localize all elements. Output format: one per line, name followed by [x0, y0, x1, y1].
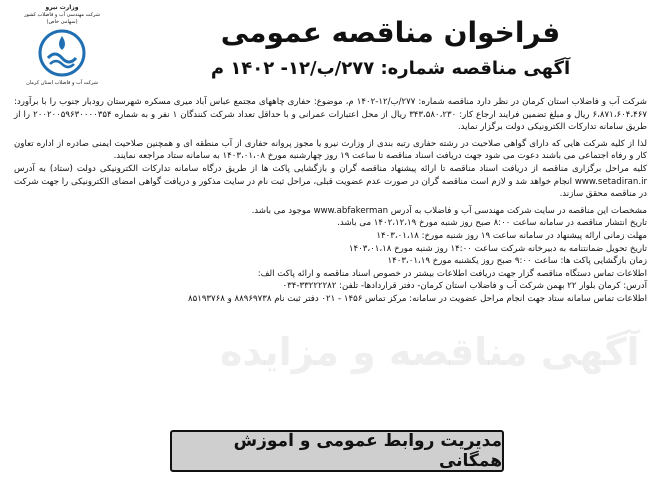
notice-body: [14, 96, 647, 306]
paragraph-contact-intro: اطلاعات تماس دستگاه مناقصه گزار جهت دریافت اطلاعات بیشتر در خصوص اسناد مناقصه و ارائه پاکت الف:: [257, 268, 647, 279]
page-title: فراخوان مناقصه عمومی: [220, 16, 561, 49]
paragraph-invitation: لذا از کلیه شرکت هایی که دارای گواهی صلاحیت در رشته حفاری رتبه بندی از وزارت نیرو یا مجوز پروانه حفاری از آب منطقه ای و همچنین صلاحیت ایمنی صادره از اداره تعاون کار و رفاه اجتماعی می باشند دعوت می شود جهت دریافت اسناد مناقصه تا ساعت ۱۹ روز چهارشنبه مورخ ۱۴۰۳،۰۱،۰۸ به سامانه ستاد مراجعه نمایند.: [14, 138, 647, 162]
logo-company: شرکت مهندسی آب و فاضلاب کشور: [24, 12, 100, 18]
logo-ministry: وزارت نیرو: [45, 4, 79, 11]
paragraph-intro: شرکت آب و فاضلاب استان کرمان در نظر دارد مناقصه شماره: ۲۷۷/ب/۱۲-۱۴۰۲ م، موضوع: حفاری چاههای مجتمع عباس آباد میری مسکره شهرستان رودبار جنوب را با برآورد: ۶،۸۷۱،۶۰۴،۴۶۷ ریال و مبلغ تضمین فرایند ارجاع کار: ۳۴۳،۵۸۰،۲۳۰ ریال از محل اعتبارات عمرانی و با حداقل تعداد شرکت کنندگان ۱ نفر و به شماره ۲۰۰۲۰۰۵۹۶۳۰۰۰۰۳۵۴ را از طریق سامانه تدارکات الکترونیکی دولت برگزار نماید.: [14, 97, 647, 133]
paragraph-address: آدرس: کرمان بلوار ۲۲ بهمن شرکت آب و فاضلاب استان کرمان- دفتر قراردادها- تلفن: ۳۳۲۲۲۲۸۲-۰۳۴: [282, 281, 647, 292]
paragraph-opening: زمان بازگشایی پاکت ها: ساعت ۹:۰۰ صبح روز یکشنبه مورخ ۱۴۰۳،۰۱،۱۹: [387, 256, 647, 267]
paragraph-deadline: مهلت زمانی ارائه پیشنهاد در سامانه ساعت ۱۹ روز شنبه مورخ: ۱۴۰۳،۰۱،۱۸: [376, 230, 647, 241]
paragraph-publish-date: تاریخ انتشار مناقصه در سامانه ساعت ۸:۰۰ صبح روز شنبه مورخ ۱۴۰۲،۱۲،۱۹ می باشد.: [337, 218, 647, 229]
company-logo: [22, 4, 102, 96]
paragraph-specs: مشخصات این مناقصه در سایت شرکت مهندسی آب و فاضلاب به آدرس www.abfakerman موجود می باشد.: [251, 205, 647, 216]
logo-province: شرکت آب و فاضلاب استان کرمان: [26, 80, 98, 86]
footer-banner: [170, 430, 504, 472]
logo-company-sub: (سهامی خاص): [46, 19, 78, 25]
footer-label: مدیریت روابط عمومی و آموزش همگانی: [233, 431, 502, 471]
water-drop-icon: [34, 28, 90, 78]
paragraph-guarantee: تاریخ تحویل ضمانتنامه به دبیرخانه شرکت ساعت ۱۴:۰۰ روز شنبه مورخ ۱۴۰۳،۰۱،۱۸: [348, 243, 647, 254]
watermark: آگهی مناقصه و مزایده: [220, 330, 640, 374]
paragraph-process: کلیه مراحل برگزاری مناقصه از دریافت اسناد مناقصه تا ارائه پیشنهاد مناقصه گران و بازگشایی پاکت ها از طریق درگاه سامانه تدارکات الکترونیکی دولت (ستاد) به آدرس www.setadiran.ir انجام خواهد شد و لازم است مناقصه گران در صورت عدم عضویت قبلی، مراحل ثبت نام در سایت مذکور و دریافت گواهی امضای الکترونیکی را جهت شرکت در مناقصه محقق سازند.: [14, 163, 647, 200]
paragraph-setad-contact: اطلاعات تماس سامانه ستاد جهت انجام مراحل عضویت در سامانه: مرکز تماس ۱۴۵۶ - ۰۲۱ دفتر ثبت نام ۸۸۹۶۹۷۳۸ و ۸۵۱۹۳۷۶۸: [187, 293, 647, 304]
tender-number: آگهی مناقصه شماره: ۲۷۷/ب/۱۲- ۱۴۰۲ م: [210, 58, 571, 79]
